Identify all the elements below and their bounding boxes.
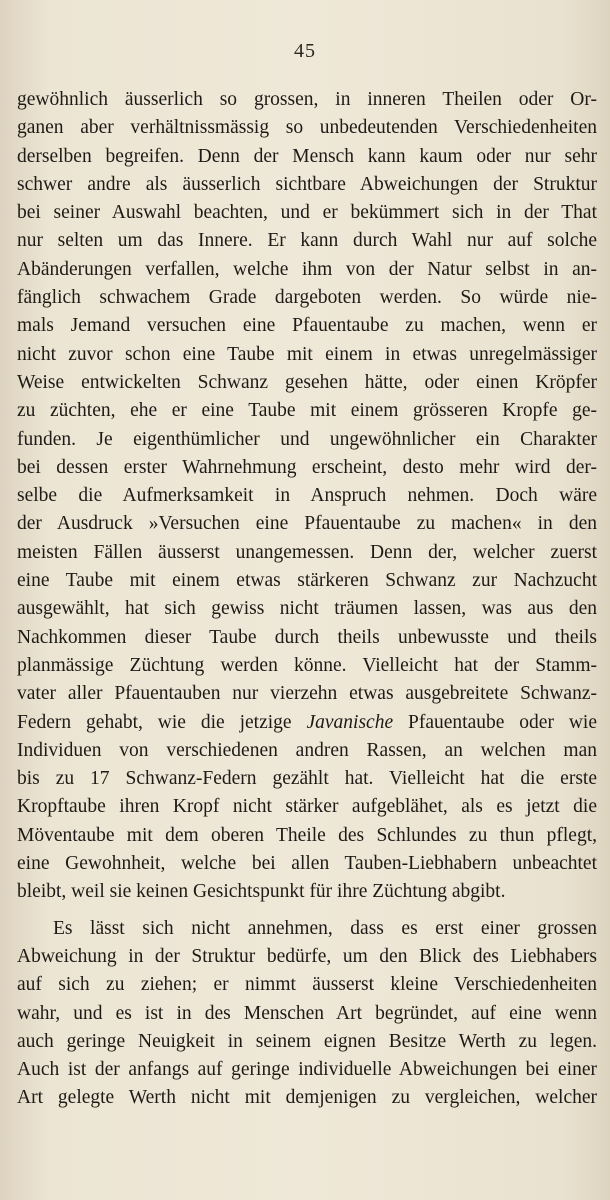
text-line: meisten Fällen äusserst unangemessen. Denn der, welcher zuerst xyxy=(17,541,597,563)
text-line: derselben begreifen. Denn der Mensch kann kaum oder nur sehr xyxy=(17,145,597,167)
text-line xyxy=(17,709,597,737)
text-line: ganen aber verhältnissmässig so unbedeutenden Verschiedenheiten xyxy=(17,117,597,139)
text-line: nur selten um das Innere. Er kann durch Wahl nur auf solche xyxy=(17,230,597,252)
text-line: Nachkommen dieser Taube durch theils unbewusste und theils xyxy=(17,626,597,648)
text-line: Abweichung in der Struktur bedürfe, um den Blick des Liebhabers xyxy=(17,945,597,967)
text-line: eine Taube mit einem etwas stärkeren Schwanz zur Nachzucht xyxy=(17,570,597,592)
text-line: Es lässt sich nicht annehmen, dass es erst einer grossen xyxy=(53,917,597,939)
text-line: auch geringe Neuigkeit in seinem eignen Besitze Werth zu legen. xyxy=(17,1030,597,1052)
text-line: bei seiner Auswahl beachten, und er bekümmert sich in der That xyxy=(17,202,597,224)
text-line: ausgewählt, hat sich gewiss nicht träumen lassen, was aus den xyxy=(17,598,597,620)
text-line: gewöhnlich äusserlich so grossen, in inneren Theilen oder Or- xyxy=(17,89,597,110)
text-line: Auch ist der anfangs auf geringe individuelle Abweichungen bei einer xyxy=(17,1059,597,1081)
text-line: Weise entwickelten Schwanz gesehen hätte, oder einen Kröpfer xyxy=(17,371,597,393)
text-line: selbe die Aufmerksamkeit in Anspruch nehmen. Doch wäre xyxy=(17,485,597,507)
text-line: der Ausdruck »Versuchen eine Pfauentaube zu machen« in den xyxy=(17,513,597,535)
text-line: wahr, und es ist in des Menschen Art begründet, auf eine wenn xyxy=(17,1002,597,1024)
text-line-start: Federn gehabt, wie die jetzige xyxy=(17,711,307,733)
text-line: bis zu 17 Schwanz-Federn gezählt hat. Vielleicht hat die erste xyxy=(17,768,597,790)
text-line: Kropftaube ihren Kropf nicht stärker aufgeblähet, als es jetzt die xyxy=(17,796,597,818)
text-line: bei dessen erster Wahrnehmung erscheint, desto mehr wird der- xyxy=(17,456,597,478)
text-line-end: Pfauentaube oder wie xyxy=(393,711,597,733)
body-text xyxy=(17,86,597,1113)
text-line: Abänderungen verfallen, welche ihm von der Natur selbst in an- xyxy=(17,258,597,280)
text-line: planmässige Züchtung werden könne. Vielleicht hat der Stamm- xyxy=(17,654,597,676)
text-line: fänglich schwachem Grade dargeboten werden. So würde nie- xyxy=(17,287,597,309)
text-line: funden. Je eigenthümlicher und ungewöhnlicher ein Charakter xyxy=(17,428,597,450)
text-line: mals Jemand versuchen eine Pfauentaube zu machen, wenn er xyxy=(17,315,597,337)
text-line: zu züchten, ehe er eine Taube mit einem grösseren Kropfe ge- xyxy=(17,400,597,422)
text-line: bleibt, weil sie keinen Gesichtspunkt für ihre Züchtung abgibt. xyxy=(17,881,506,903)
text-line: Art gelegte Werth nicht mit demjenigen zu vergleichen, welcher xyxy=(17,1087,597,1109)
text-line: nicht zuvor schon eine Taube mit einem in etwas unregelmässiger xyxy=(17,343,597,365)
text-line: schwer andre als äusserlich sichtbare Abweichungen der Struktur xyxy=(17,173,597,195)
page-number: 45 xyxy=(294,40,316,62)
text-line: Individuen von verschiedenen andren Rassen, an welchen man xyxy=(17,739,597,761)
text-line: auf sich zu ziehen; er nimmt äusserst kleine Verschiedenheiten xyxy=(17,974,597,996)
text-line: vater aller Pfauentauben nur vierzehn etwas ausgebreitete Schwanz- xyxy=(17,683,597,705)
italic-term: Javanische xyxy=(306,711,394,733)
text-line: Möventaube mit dem oberen Theile des Schlundes zu thun pflegt, xyxy=(17,824,597,846)
text-line: eine Gewohnheit, welche bei allen Tauben-Liebhabern unbeachtet xyxy=(17,853,597,875)
